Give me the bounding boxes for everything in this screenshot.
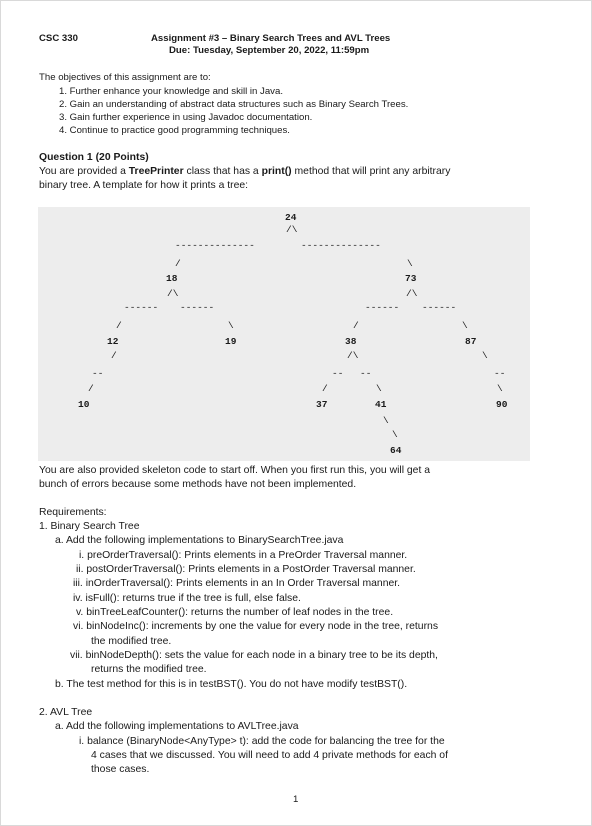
tree-branch: \ [376, 383, 382, 394]
tree-node: 18 [166, 273, 178, 284]
tree-branch: / [116, 320, 122, 331]
objective-item: 3. Gain further experience in using Javadoc documentation. [59, 112, 313, 123]
tree-connector: ------ [422, 302, 457, 313]
tree-branch: \ [383, 415, 389, 426]
bst-item-a: a. Add the following implementations to BinarySearchTree.java [55, 535, 344, 546]
avl-subitem-continued: 4 cases that we discussed. You will need to add 4 private methods for each of [91, 750, 448, 761]
tree-branch: /\ [406, 288, 418, 299]
requirements-heading: Requirements: [39, 507, 107, 518]
bst-subitem: ii. postOrderTraversal(): Prints elements in a PostOrder Traversal manner. [76, 564, 416, 575]
tree-connector: -- [360, 368, 372, 379]
page-number: 1 [293, 794, 299, 805]
tree-node: 41 [375, 399, 387, 410]
tree-node: 37 [316, 399, 328, 410]
question-1-title: Question 1 (20 Points) [39, 152, 149, 163]
objective-item: 1. Further enhance your knowledge and skill in Java. [59, 86, 283, 97]
tree-branch: / [111, 350, 117, 361]
bst-subitem: v. binTreeLeafCounter(): returns the number of leaf nodes in the tree. [76, 607, 394, 618]
tree-connector: -- [494, 368, 506, 379]
objective-item: 2. Gain an understanding of abstract data structures such as Binary Search Trees. [59, 99, 409, 110]
tree-branch: \ [228, 320, 234, 331]
bst-subitem: i. preOrderTraversal(): Prints elements in a PreOrder Traversal manner. [79, 550, 408, 561]
question-text: You are provided a [39, 166, 129, 177]
tree-branch: / [353, 320, 359, 331]
tree-branch: \ [497, 383, 503, 394]
tree-branch: / [88, 383, 94, 394]
tree-connector: -- [92, 368, 104, 379]
class-name: TreePrinter [128, 166, 184, 177]
question-text: method that will print any arbitrary [291, 166, 451, 177]
avl-title: 2. AVL Tree [39, 707, 93, 718]
tree-connector: ------ [124, 302, 159, 313]
bst-subitem: vi. binNodeInc(): increments by one the value for every node in the tree, returns [73, 621, 439, 632]
bst-subitem-continued: returns the modified tree. [91, 664, 207, 675]
tree-node: 38 [345, 336, 357, 347]
tree-branch: /\ [347, 350, 359, 361]
avl-subitem: i. balance (BinaryNode<AnyType> t): add the code for balancing the tree for the [79, 736, 445, 747]
bst-subitem: iv. isFull(): returns true if the tree is full, else false. [73, 593, 301, 604]
assignment-title: Assignment #3 – Binary Search Trees and AVL Trees [151, 33, 391, 44]
method-name: print() [261, 166, 292, 177]
tree-connector: -------------- [175, 240, 255, 251]
tree-node: 19 [225, 336, 237, 347]
bst-subitem: vii. binNodeDepth(): sets the value for each node in a binary tree to be its depth, [70, 650, 438, 661]
skeleton-text-line1: You are also provided skeleton code to start off. When you first run this, you will get a [39, 465, 431, 476]
tree-branch: \ [482, 350, 488, 361]
avl-subitem-continued: those cases. [91, 764, 150, 775]
bst-subitem: iii. inOrderTraversal(): Prints elements in an In Order Traversal manner. [73, 578, 401, 589]
tree-branch: / [322, 383, 328, 394]
question-text: class that has a [183, 166, 262, 177]
bst-item-b: b. The test method for this is in testBST(). You do not have modify testBST(). [55, 679, 408, 690]
tree-node: 73 [405, 273, 417, 284]
tree-node: 87 [465, 336, 477, 347]
tree-connector: ------ [365, 302, 400, 313]
tree-branch: / [175, 258, 181, 269]
avl-item-a: a. Add the following implementations to AVLTree.java [55, 721, 299, 732]
due-date: Due: Tuesday, September 20, 2022, 11:59pm [169, 45, 370, 56]
bst-title: 1. Binary Search Tree [39, 521, 140, 532]
tree-connector: ------ [180, 302, 215, 313]
tree-node: 12 [107, 336, 119, 347]
tree-node: 64 [390, 445, 402, 456]
tree-node: 10 [78, 399, 90, 410]
tree-node: 90 [496, 399, 508, 410]
tree-branch: /\ [167, 288, 179, 299]
tree-branch: \ [462, 320, 468, 331]
question-1-text-line2: binary tree. A template for how it prints a tree: [39, 180, 249, 191]
objectives-intro: The objectives of this assignment are to: [39, 72, 211, 83]
question-1-text-line1 [39, 165, 450, 179]
tree-branch: \ [407, 258, 413, 269]
course-code: CSC 330 [39, 33, 78, 44]
tree-node: 24 [285, 212, 297, 223]
tree-branch: /\ [286, 224, 298, 235]
tree-connector: -- [332, 368, 344, 379]
skeleton-text-line2: bunch of errors because some methods have not been implemented. [39, 479, 357, 490]
objective-item: 4. Continue to practice good programming techniques. [59, 125, 290, 136]
tree-connector: -------------- [301, 240, 381, 251]
bst-subitem-continued: the modified tree. [91, 636, 172, 647]
tree-printout [38, 207, 530, 461]
tree-branch: \ [392, 429, 398, 440]
